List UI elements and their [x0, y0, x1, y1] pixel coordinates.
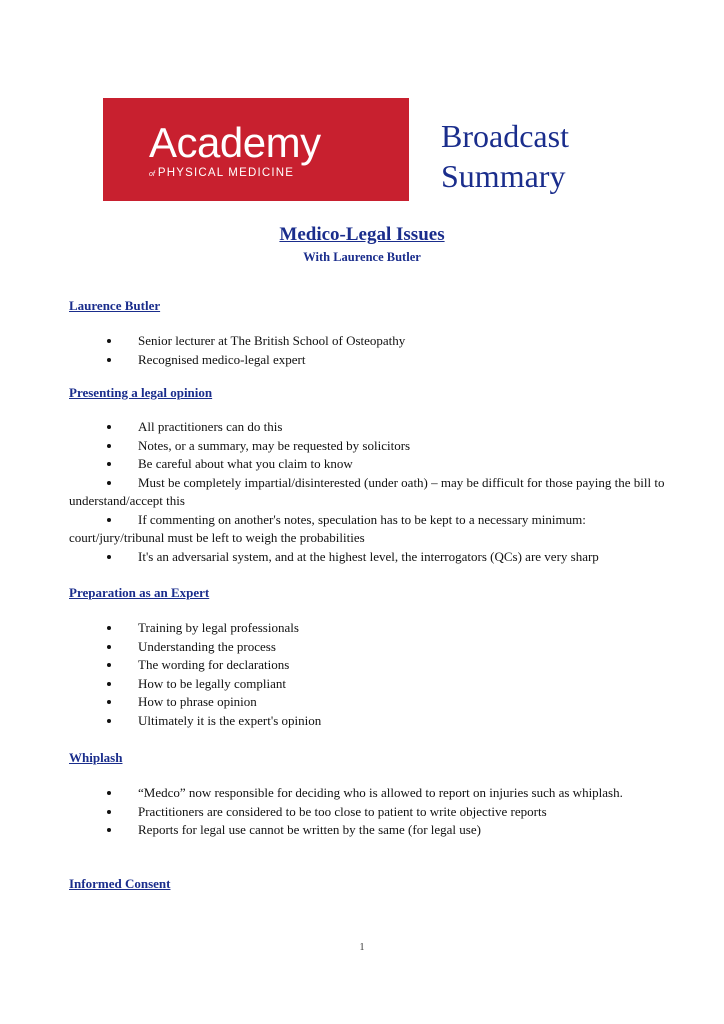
- list-item-text: Recognised medico-legal expert: [138, 351, 306, 367]
- list-item-text: Ultimately it is the expert's opinion: [138, 712, 322, 728]
- bullet-icon: [107, 682, 111, 686]
- bullet-icon: [107, 358, 111, 362]
- list-item-text: How to phrase opinion: [138, 694, 257, 709]
- list-item-text: How to be legally compliant: [138, 675, 287, 691]
- list-item: [69, 784, 669, 803]
- bullet-icon: [107, 462, 111, 466]
- section-heading-preparation-as-expert: Preparation as an Expert: [69, 585, 210, 600]
- list-item: [69, 638, 669, 657]
- list-item: [69, 351, 669, 370]
- section-heading-presenting-legal-opinion: Presenting a legal opinion: [69, 385, 213, 400]
- bullet-icon: [107, 518, 111, 522]
- list-item-text: All practitioners can do this: [138, 419, 283, 434]
- document-title: Medico-Legal Issues: [279, 224, 445, 245]
- section-list-whiplash: [69, 784, 669, 840]
- broadcast-title-line-2: Summary: [441, 158, 566, 194]
- list-item-text: The wording for declarations: [138, 657, 290, 672]
- bullet-icon: [107, 810, 111, 814]
- list-item-text: “Medco” now responsible for deciding who is allowed to report on injuries such as whiplash.: [138, 785, 623, 800]
- logo-subtitle-prefix: of: [149, 171, 155, 178]
- bullet-icon: [107, 828, 111, 832]
- list-item-text: Be careful about what you claim to know: [138, 456, 353, 471]
- list-item: [69, 675, 669, 694]
- bullet-icon: [107, 444, 111, 448]
- list-item-text: Understanding the process: [138, 638, 276, 654]
- list-item-text: Notes, or a summary, may be requested by solicitors: [138, 437, 411, 453]
- bullet-icon: [107, 425, 111, 429]
- list-item: [69, 455, 669, 474]
- bullet-icon: [107, 663, 111, 667]
- list-item-text: Reports for legal use cannot be written by the same (for legal use): [138, 822, 481, 837]
- list-item: [69, 474, 669, 511]
- bullet-icon: [107, 626, 111, 630]
- list-item-text: Practitioners are considered to be too close to patient to write objective reports: [138, 803, 547, 819]
- list-item: [69, 803, 669, 822]
- section-list-preparation-as-expert: [69, 619, 669, 730]
- section-list-laurence-butler: [69, 332, 669, 369]
- list-item-text: Training by legal professionals: [138, 620, 299, 635]
- logo-subtitle: [149, 168, 294, 180]
- bullet-icon: [107, 700, 111, 704]
- bullet-icon: [107, 719, 111, 723]
- bullet-icon: [107, 339, 111, 343]
- list-item: [69, 821, 669, 840]
- page-number: 1: [359, 942, 365, 953]
- list-item: [69, 511, 669, 548]
- broadcast-summary-title: [441, 116, 641, 196]
- bullet-icon: [107, 481, 111, 485]
- list-item-text: Senior lecturer at The British School of Osteopathy: [138, 333, 406, 348]
- list-item: [69, 656, 669, 675]
- list-item: [69, 619, 669, 638]
- list-item: [69, 418, 669, 437]
- list-item: [69, 693, 669, 712]
- list-item-text: Must be completely impartial/disinterested (under oath) – may be difficult for those paying the bill to understand/accept this: [69, 474, 665, 508]
- bullet-icon: [107, 645, 111, 649]
- section-heading-whiplash: Whiplash: [69, 750, 123, 765]
- list-item: [69, 712, 669, 731]
- academy-logo: [103, 98, 409, 201]
- section-heading-informed-consent: Informed Consent: [69, 876, 171, 891]
- list-item: [69, 332, 669, 351]
- logo-wordmark: Academy: [149, 119, 321, 166]
- list-item-text: It's an adversarial system, and at the highest level, the interrogators (QCs) are very sharp: [138, 548, 599, 564]
- section-heading-laurence-butler: Laurence Butler: [69, 298, 161, 313]
- broadcast-title-line-1: Broadcast: [441, 118, 569, 154]
- bullet-icon: [107, 555, 111, 559]
- section-list-presenting-legal-opinion: [69, 418, 669, 566]
- document-subtitle: With Laurence Butler: [303, 250, 421, 264]
- bullet-icon: [107, 791, 111, 795]
- logo-subtitle-text: PHYSICAL MEDICINE: [157, 167, 295, 179]
- list-item-text: If commenting on another's notes, speculation has to be kept to a necessary minimum: court/jury/tribunal must be left to weigh the probabilities: [69, 511, 586, 545]
- list-item: [69, 437, 669, 456]
- list-item: [69, 548, 669, 567]
